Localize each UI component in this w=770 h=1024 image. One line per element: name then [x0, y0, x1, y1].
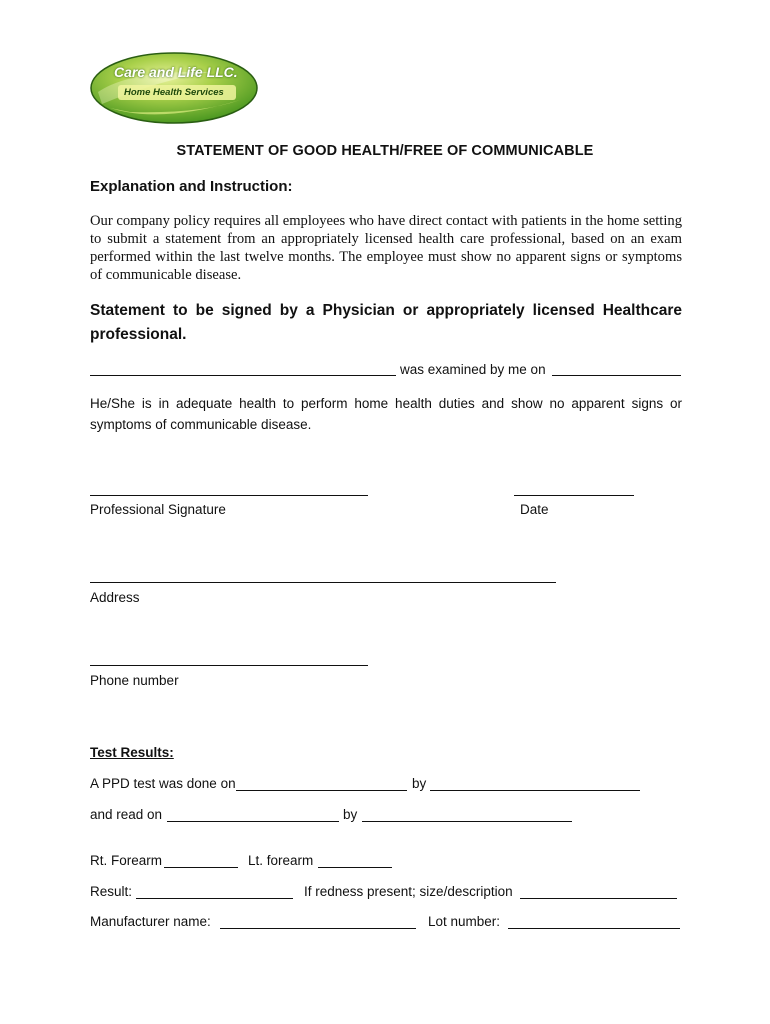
rt-forearm-label: Rt. Forearm	[90, 853, 163, 868]
explanation-paragraph: Our company policy requires all employees who have direct contact with patients in the home setting to submit a statement from an appropriately licensed health care professional, based on an exam performed within the last twelve months. The employee must show no apparent signs or symptoms of communicable disease.	[90, 213, 682, 283]
read-by-label: by	[343, 807, 358, 822]
lt-forearm-field[interactable]	[318, 867, 392, 868]
ppd-by-label: by	[412, 776, 427, 791]
redness-label: If redness present; size/description	[304, 884, 513, 899]
lt-forearm-label: Lt. forearm	[248, 853, 314, 868]
ppd-date-field[interactable]	[236, 790, 407, 791]
logo-company-name: Care and Life LLC.	[114, 64, 238, 80]
manufacturer-field[interactable]	[220, 928, 416, 929]
test-results-heading: Test Results:	[90, 745, 174, 760]
professional-signature-field[interactable]	[90, 495, 368, 496]
document-title: STATEMENT OF GOOD HEALTH/FREE OF COMMUNICABLE	[176, 143, 594, 159]
date-label: Date	[520, 502, 549, 517]
lot-number-label: Lot number:	[428, 914, 501, 929]
professional-signature-label: Professional Signature	[90, 502, 226, 517]
explanation-heading: Explanation and Instruction:	[90, 178, 293, 195]
result-field[interactable]	[136, 898, 293, 899]
ppd-by-field[interactable]	[430, 790, 640, 791]
company-logo	[90, 52, 258, 124]
phone-field[interactable]	[90, 665, 368, 666]
result-label: Result:	[90, 884, 133, 899]
rt-forearm-field[interactable]	[164, 867, 238, 868]
statement-heading: Statement to be signed by a Physician or appropriately licensed Healthcare professional.	[90, 302, 682, 343]
ppd-test-label: A PPD test was done on	[90, 776, 236, 791]
phone-label: Phone number	[90, 673, 179, 688]
address-label: Address	[90, 590, 140, 605]
address-field[interactable]	[90, 582, 556, 583]
manufacturer-label: Manufacturer name:	[90, 914, 211, 929]
examined-label: was examined by me on	[400, 362, 546, 377]
read-by-field[interactable]	[362, 821, 572, 822]
exam-date-field[interactable]	[552, 375, 681, 376]
health-statement: He/She is in adequate health to perform home health duties and show no apparent signs or symptoms of communicable disease.	[90, 396, 682, 432]
logo-tagline: Home Health Services	[124, 87, 224, 98]
read-on-date-field[interactable]	[167, 821, 339, 822]
signature-date-field[interactable]	[514, 495, 634, 496]
read-on-label: and read on	[90, 807, 163, 822]
employee-name-field[interactable]	[90, 375, 396, 376]
lot-number-field[interactable]	[508, 928, 680, 929]
redness-field[interactable]	[520, 898, 677, 899]
